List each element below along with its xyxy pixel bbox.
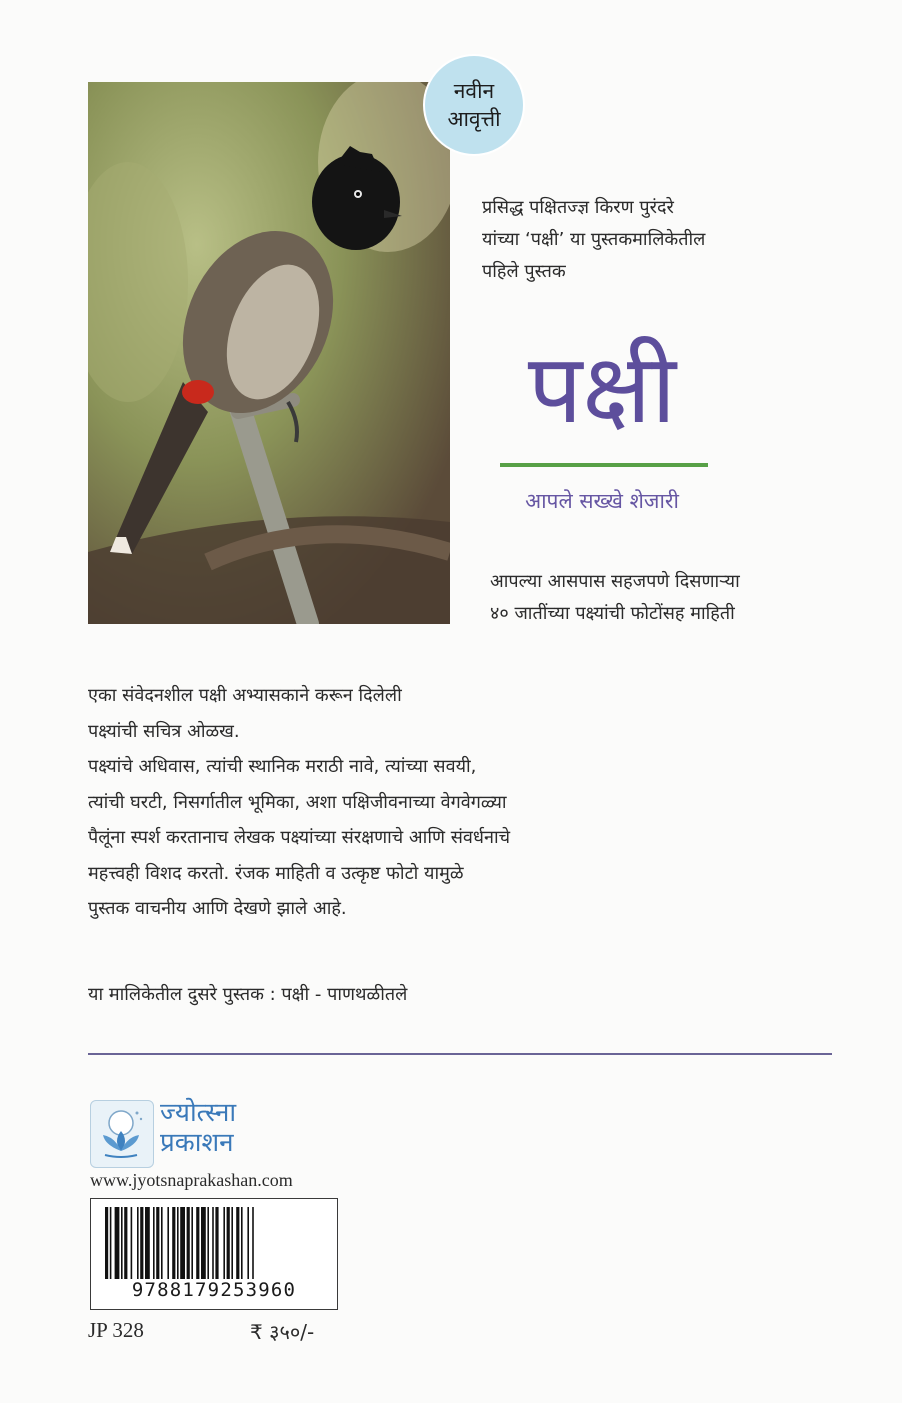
intro-text <box>482 192 882 288</box>
book-title: पक्षी <box>527 333 677 445</box>
badge-line-1: नवीन <box>453 79 495 103</box>
tagline-text <box>490 566 890 630</box>
blurb-line: पैलूंना स्पर्श करतानाच लेखक पक्ष्यांच्या संरक्षणाचे आणि संवर्धनाचे <box>88 827 511 848</box>
blurb-line: पुस्तक वाचनीय आणि देखणे झाले आहे. <box>88 898 347 919</box>
book-subtitle: आपले सख्खे शेजारी <box>525 489 679 513</box>
barcode-icon <box>105 1207 323 1279</box>
publisher-website[interactable]: www.jyotsnaprakashan.com <box>90 1170 293 1190</box>
new-edition-badge <box>425 56 523 154</box>
blurb-line: पक्ष्यांची सचित्र ओळख. <box>88 720 240 742</box>
blurb-line: त्यांची घरटी, निसर्गातील भूमिका, अशा पक्षिजीवनाच्या वेगवेगळ्या <box>88 791 507 813</box>
book-price: ₹ ३५०/- <box>250 1320 315 1344</box>
intro-line: पहिले पुस्तक <box>482 261 566 282</box>
blurb-text <box>88 678 848 927</box>
barcode <box>90 1198 338 1310</box>
publisher-line-1: ज्योत्स्ना <box>160 1098 237 1128</box>
divider <box>88 1053 832 1055</box>
book-code: JP 328 <box>88 1318 144 1342</box>
cover-photo <box>88 82 450 624</box>
bulbul-bird-photo <box>88 82 450 624</box>
title-underline <box>500 463 708 467</box>
series-note: या मालिकेतील दुसरे पुस्तक : पक्षी - पाणथळीतले <box>88 984 408 1005</box>
publisher-logo <box>90 1100 154 1168</box>
publisher-line-2: प्रकाशन <box>160 1128 234 1158</box>
intro-line: यांच्या ‘पक्षी’ या पुस्तकमालिकेतील <box>482 229 706 250</box>
lotus-moon-icon <box>91 1101 153 1167</box>
intro-line: प्रसिद्ध पक्षितज्ज्ञ किरण पुरंदरे <box>482 197 674 218</box>
tagline-line: ४० जातींच्या पक्ष्यांची फोटोंसह माहिती <box>490 603 735 624</box>
isbn-number: 9788179253960 <box>131 1279 297 1301</box>
publisher-name <box>160 1098 236 1158</box>
blurb-line: एका संवेदनशील पक्षी अभ्यासकाने करून दिलेली <box>88 685 402 706</box>
badge-line-2: आवृत्ती <box>447 107 501 131</box>
blurb-line: महत्त्वही विशद करतो. रंजक माहिती व उत्कृष्ट फोटो यामुळे <box>88 862 464 884</box>
tagline-line: आपल्या आसपास सहजपणे दिसणाऱ्या <box>490 571 740 592</box>
blurb-line: पक्ष्यांचे अधिवास, त्यांची स्थानिक मराठी नावे, त्यांच्या सवयी, <box>88 756 477 777</box>
